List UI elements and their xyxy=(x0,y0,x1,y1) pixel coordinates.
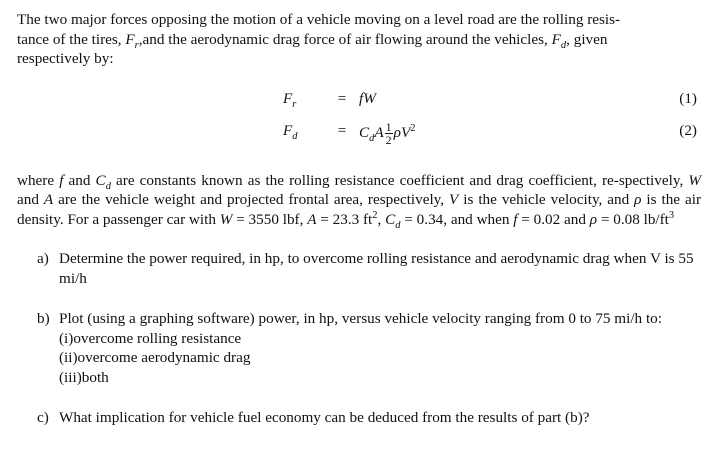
where-cd2-sub: d xyxy=(395,219,401,231)
question-b-subitems xyxy=(59,329,701,388)
equation-2-lhs-symbol: F xyxy=(283,121,293,139)
equation-1-lhs-symbol: F xyxy=(283,89,293,107)
question-c-label: c) xyxy=(37,409,49,426)
question-c xyxy=(37,408,701,428)
question-a-text: Determine the power required, in hp, to overcome rolling resistance and aerodynamic drag when V is 55 mi/h xyxy=(59,250,694,287)
where-rho2: ρ xyxy=(589,210,598,228)
eq2-c: C xyxy=(359,123,370,141)
equation-2-lhs-sub: d xyxy=(292,130,298,142)
equation-block xyxy=(17,89,701,157)
question-b-label: b) xyxy=(37,310,50,327)
equation-1 xyxy=(17,89,701,117)
where-w2: W xyxy=(219,210,233,228)
where-t5: are the vehicle weight and projected frontal area, respectively, xyxy=(53,191,450,208)
equation-2 xyxy=(17,121,701,149)
where-t12: = 0.02 and xyxy=(517,210,590,228)
equation-2-equals: = xyxy=(337,121,347,139)
where-t2: and xyxy=(63,171,96,189)
equation-2-lhs xyxy=(283,121,317,141)
where-f: f xyxy=(59,171,64,189)
question-c-text: What implication for vehicle fuel economy can be deduced from the results of part (b)? xyxy=(59,409,590,426)
where-t4: and xyxy=(17,191,44,208)
where-cd: C xyxy=(95,171,106,189)
eq2-v: V xyxy=(400,123,411,141)
where-t6: is the vehicle velocity, and xyxy=(458,191,635,208)
intro-line-2c: , given xyxy=(566,30,608,48)
question-list xyxy=(17,249,701,428)
where-v: V xyxy=(449,191,459,208)
eq2-v-sup: 2 xyxy=(410,122,416,134)
question-b-subitem: (ii)overcome aerodynamic drag xyxy=(59,349,251,366)
equation-1-rhs: fW xyxy=(359,89,376,107)
where-t9: = 23.3 ft xyxy=(316,210,373,228)
question-a xyxy=(37,249,701,288)
question-b xyxy=(37,309,701,387)
where-t8: = 3550 lbf, xyxy=(232,210,308,228)
problem-statement xyxy=(17,10,701,428)
intro-paragraph xyxy=(17,10,701,69)
where-paragraph xyxy=(17,171,701,230)
where-t11: = 0.34, and when xyxy=(400,210,514,228)
symbol-fr-sub: r xyxy=(134,39,139,51)
question-b-text: Plot (using a graphing software) power, in hp, versus vehicle velocity ranging from 0 to 75 mi/h to: xyxy=(59,310,662,327)
question-b-subitem: (iii)both xyxy=(59,368,109,386)
where-a2: A xyxy=(307,210,317,228)
eq2-rho: ρ xyxy=(393,123,401,141)
where-t10: , xyxy=(377,210,386,228)
eq2-c-sub: d xyxy=(369,132,375,144)
equation-1-lhs xyxy=(283,89,317,109)
where-a: A xyxy=(43,191,54,208)
where-w: W xyxy=(688,171,701,189)
equation-1-number: (1) xyxy=(679,89,697,107)
eq2-frac-num: 1 xyxy=(385,119,392,134)
question-b-subitem: (i)overcome rolling resistance xyxy=(59,329,242,347)
where-t13: = 0.08 lb/ft xyxy=(597,210,669,228)
where-f2: f xyxy=(513,210,518,228)
where-t3: are constants known as the rolling resistance coefficient and drag coefficient, re-spectively, xyxy=(110,171,689,189)
intro-line-3: respectively by: xyxy=(17,50,114,67)
symbol-fd: F xyxy=(551,30,561,48)
symbol-fd-sub: d xyxy=(560,39,567,51)
equation-1-equals: = xyxy=(337,89,347,107)
where-cd2: C xyxy=(385,210,396,228)
symbol-fr: F xyxy=(125,30,135,48)
eq2-fraction xyxy=(385,121,393,146)
question-a-label: a) xyxy=(37,250,49,267)
where-t1: where xyxy=(17,171,60,189)
intro-line-2b: ,and the aerodynamic drag force of air flowing around the vehicles, xyxy=(138,30,552,48)
eq2-a: A xyxy=(374,123,384,141)
where-rho: ρ xyxy=(634,191,642,208)
intro-line-2a: tance of the tires, xyxy=(17,30,126,48)
equation-1-lhs-sub: r xyxy=(292,98,297,110)
equation-2-number: (2) xyxy=(679,121,697,139)
where-cd-sub: d xyxy=(105,180,111,192)
where-sup2: 2 xyxy=(372,209,378,221)
equation-2-rhs xyxy=(359,121,416,146)
where-sup3: 3 xyxy=(668,209,675,221)
where-t7: is the air density. For a passenger car with xyxy=(17,191,701,228)
eq2-frac-den: 2 xyxy=(385,132,392,147)
intro-line-1: The two major forces opposing the motion of a vehicle moving on a level road are the rolling resis- xyxy=(17,11,621,28)
